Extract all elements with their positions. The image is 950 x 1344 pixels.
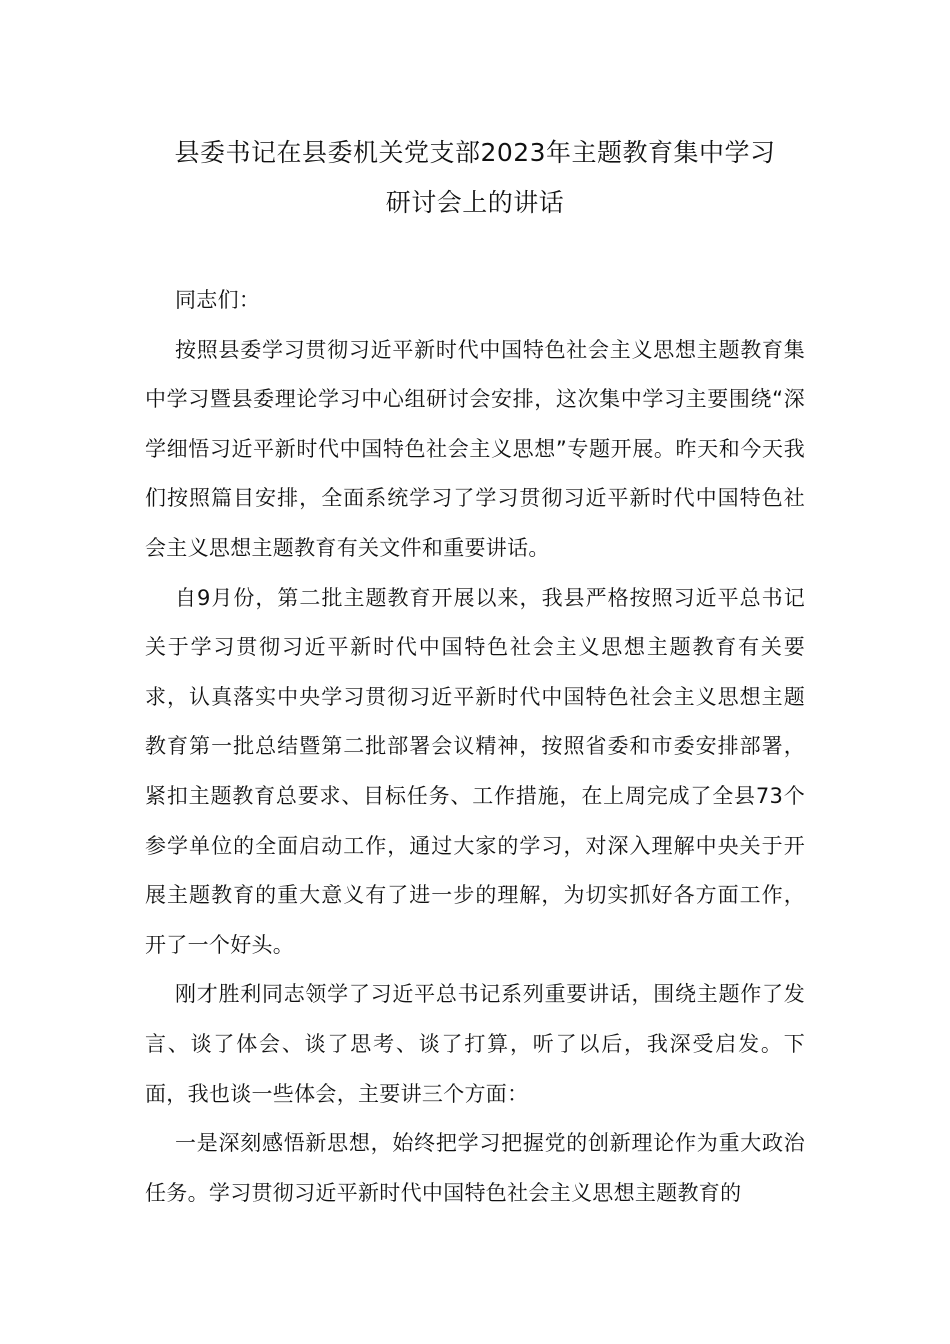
paragraph-3: 刚才胜利同志领学了习近平总书记系列重要讲话，围绕主题作了发言、谈了体会、谈了思考、谈了打算，听了以后，我深受启发。下面，我也谈一些体会，主要讲三个方面： [145, 982, 805, 1106]
title-line-1: 县委书记在县委机关党支部2023年主题教育集中学习 [174, 138, 776, 167]
title-line-2: 研讨会上的讲话 [385, 188, 565, 217]
greeting: 同志们： [175, 288, 261, 312]
paragraph-4: 一是深刻感悟新思想，始终把学习把握党的创新理论作为重大政治任务。学习贯彻习近平新时代中国特色社会主义思想主题教育的 [145, 1131, 805, 1205]
paragraph-1: 按照县委学习贯彻习近平新时代中国特色社会主义思想主题教育集中学习暨县委理论学习中心组研讨会安排，这次集中学习主要围绕“深学细悟习近平新时代中国特色社会主义思想”专题开展。昨天和今天我们按照篇目安排，全面系统学习了学习贯彻习近平新时代中国特色社会主义思想主题教育有关文件和重要讲话。 [145, 337, 805, 560]
document-body [145, 276, 805, 1218]
document-title [145, 128, 805, 228]
paragraph-2: 自9月份，第二批主题教育开展以来，我县严格按照习近平总书记关于学习贯彻习近平新时代中国特色社会主义思想主题教育有关要求，认真落实中央学习贯彻习近平新时代中国特色社会主义思想主题教育第一批总结暨第二批部署会议精神，按照省委和市委安排部署，紧扣主题教育总要求、目标任务、工作措施，在上周完成了全县73个参学单位的全面启动工作，通过大家的学习，对深入理解中央关于开展主题教育的重大意义有了进一步的理解，为切实抓好各方面工作，开了一个好头。 [145, 585, 805, 957]
